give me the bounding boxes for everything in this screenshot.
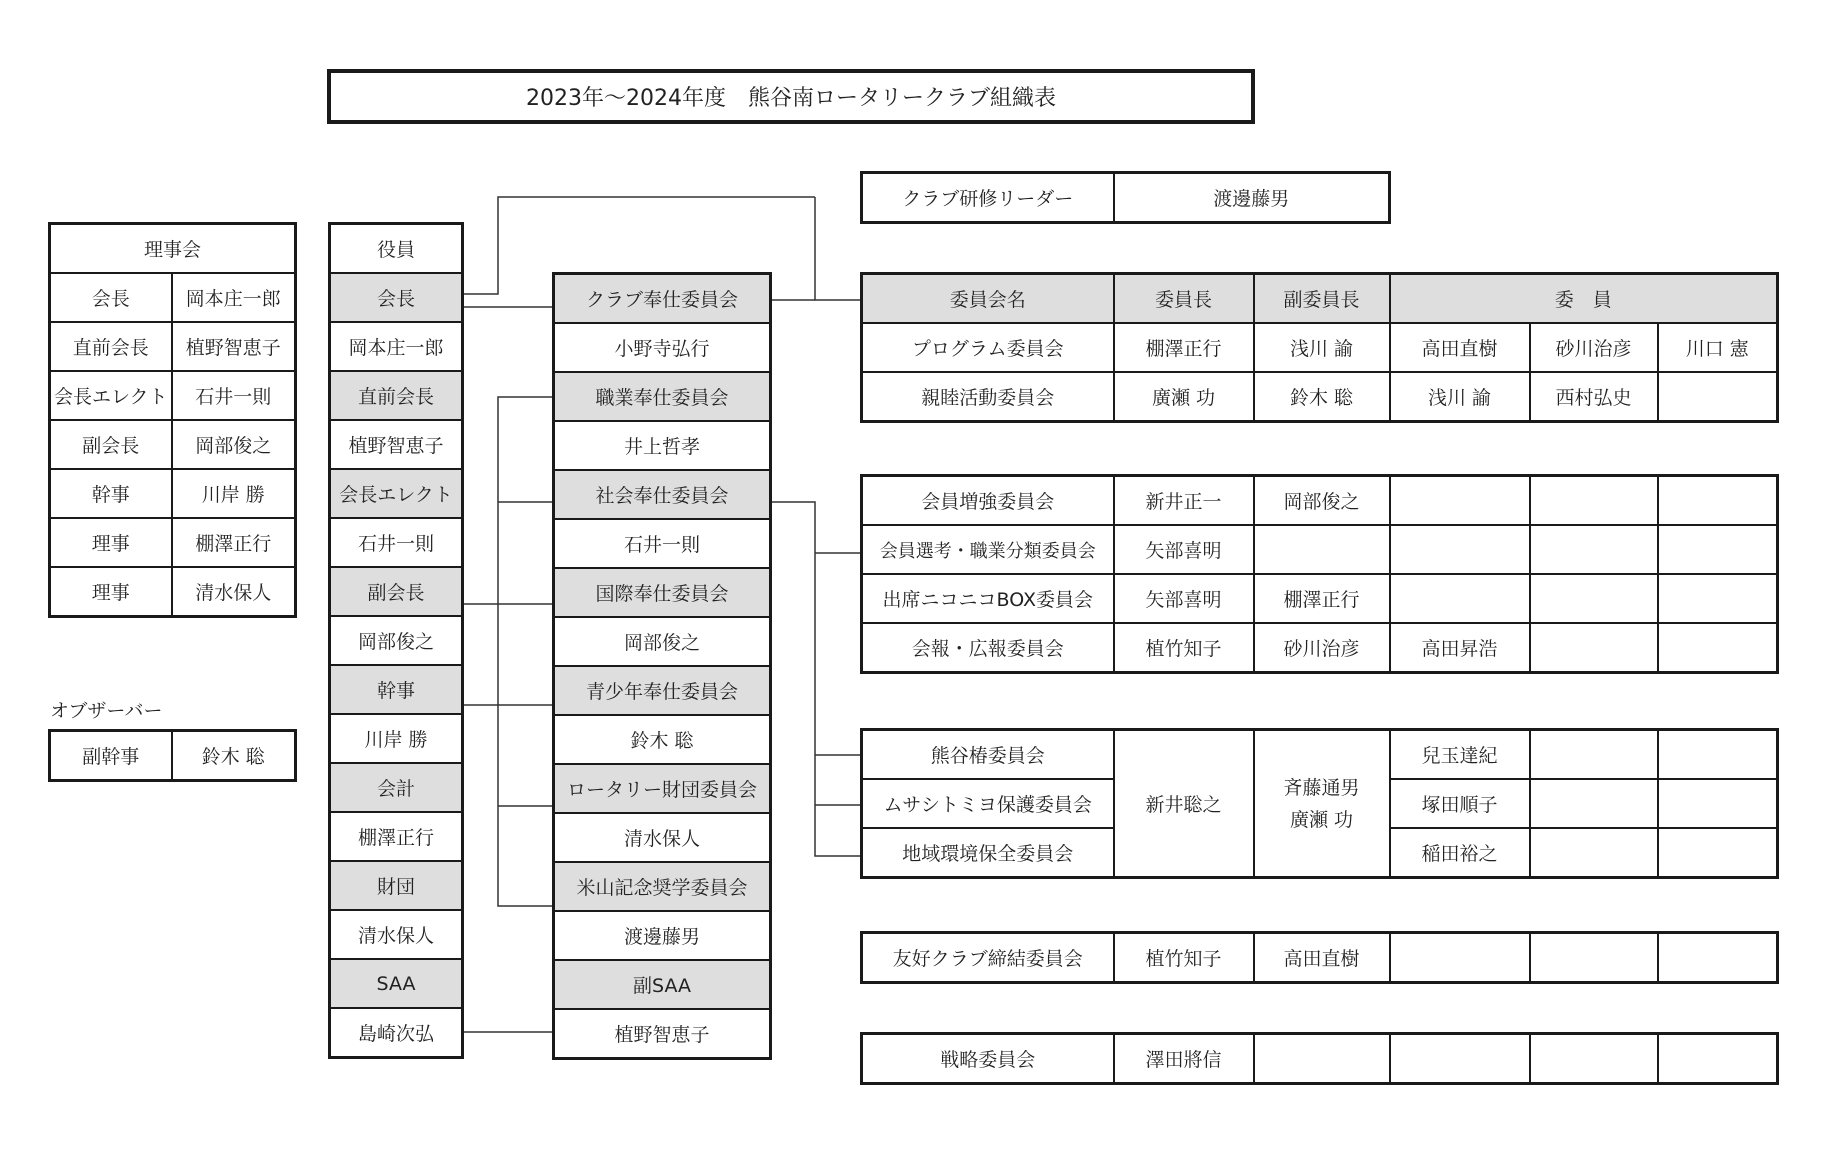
officer-name: 島崎次弘: [330, 1008, 463, 1058]
header-committee-name: 委員会名: [862, 274, 1114, 324]
table-row: [862, 476, 1778, 526]
header-members: 委 員: [1390, 274, 1778, 324]
committee-chair: 植竹知子: [1114, 933, 1254, 983]
committee-member: 兒玉達紀: [1390, 730, 1530, 780]
committee-member: 砂川治彦: [1530, 323, 1658, 372]
officer-role: 会長: [330, 273, 463, 322]
service-chair: 植野智恵子: [554, 1009, 771, 1059]
service-chair: 清水保人: [554, 813, 771, 862]
committee-member: [1658, 525, 1778, 574]
committee-member: [1390, 1034, 1530, 1084]
committee-member: [1658, 779, 1778, 828]
service-committee: クラブ奉仕委員会: [554, 274, 771, 324]
board-role: 副会長: [50, 420, 172, 469]
board-role: 理事: [50, 518, 172, 567]
community-committees-table: [860, 728, 1779, 879]
committee-member: [1390, 933, 1530, 983]
committee-member: 稲田裕之: [1390, 828, 1530, 878]
officer-name: 清水保人: [330, 910, 463, 959]
training-leader-table: [860, 171, 1391, 224]
committee-chair: 新井聡之: [1114, 730, 1254, 878]
committee-vice: 廣瀬 功: [1289, 808, 1354, 831]
officer-name: 石井一則: [330, 518, 463, 567]
committee-vice: 高田直樹: [1254, 933, 1390, 983]
officer-name: 棚澤正行: [330, 812, 463, 861]
committee-chair: 矢部喜明: [1114, 574, 1254, 623]
board-role: 直前会長: [50, 322, 172, 371]
committee-name: 熊谷椿委員会: [862, 730, 1114, 780]
member-committees-table: [860, 474, 1779, 674]
board-name: 岡本庄一郎: [172, 273, 296, 322]
board-name: 川岸 勝: [172, 469, 296, 518]
committee-vice: 鈴木 聡: [1254, 372, 1390, 422]
service-committee: 国際奉仕委員会: [554, 568, 771, 617]
table-row: [862, 730, 1778, 780]
committee-member: [1658, 933, 1778, 983]
committee-chair: 新井正一: [1114, 476, 1254, 526]
committee-vice: [1254, 1034, 1390, 1084]
table-row: [50, 567, 296, 617]
header-vice: 副委員長: [1254, 274, 1390, 324]
table-row: [50, 371, 296, 420]
service-chair: 井上哲孝: [554, 421, 771, 470]
committee-vice: 棚澤正行: [1254, 574, 1390, 623]
committee-member: 浅川 諭: [1390, 372, 1530, 422]
committee-vice: 浅川 諭: [1254, 323, 1390, 372]
table-row: [862, 525, 1778, 574]
committee-member: [1658, 476, 1778, 526]
committee-member: [1530, 779, 1658, 828]
officer-name: 岡部俊之: [330, 616, 463, 665]
committee-member: [1658, 828, 1778, 878]
committee-name: 地域環境保全委員会: [862, 828, 1114, 878]
board-role: 会長: [50, 273, 172, 322]
table-row: [862, 574, 1778, 623]
committee-member: [1658, 372, 1778, 422]
service-committee: 職業奉仕委員会: [554, 372, 771, 421]
committee-name: ムサシトミヨ保護委員会: [862, 779, 1114, 828]
table-row: [50, 322, 296, 371]
training-leader-label: クラブ研修リーダー: [862, 173, 1114, 223]
officer-role: SAA: [330, 959, 463, 1008]
friendship-committee-table: [860, 931, 1779, 984]
officer-name: 岡本庄一郎: [330, 322, 463, 371]
committee-member: [1390, 476, 1530, 526]
service-chair: 渡邊藤男: [554, 911, 771, 960]
committee-chair: 植竹知子: [1114, 623, 1254, 673]
officer-role: 財団: [330, 861, 463, 910]
service-chair: 小野寺弘行: [554, 323, 771, 372]
committee-chair: 廣瀬 功: [1114, 372, 1254, 422]
observer-label: オブザーバー: [50, 700, 163, 722]
board-name: 棚澤正行: [172, 518, 296, 567]
committee-chair: 澤田將信: [1114, 1034, 1254, 1084]
committee-name: 友好クラブ締結委員会: [862, 933, 1114, 983]
service-chair: 石井一則: [554, 519, 771, 568]
header-chair: 委員長: [1114, 274, 1254, 324]
officers-header: 役員: [330, 224, 463, 274]
board-header: 理事会: [50, 224, 296, 274]
page-title: 2023年～2024年度 熊谷南ロータリークラブ組織表: [327, 69, 1255, 124]
training-leader-name: 渡邊藤男: [1114, 173, 1390, 223]
strategy-committee-table: [860, 1032, 1779, 1085]
committee-member: 西村弘史: [1530, 372, 1658, 422]
table-row: [862, 623, 1778, 673]
service-committee: 社会奉仕委員会: [554, 470, 771, 519]
committee-member: [1658, 574, 1778, 623]
service-committee: ロータリー財団委員会: [554, 764, 771, 813]
observer-name: 鈴木 聡: [172, 731, 296, 781]
service-committee: 米山記念奨学委員会: [554, 862, 771, 911]
committee-vice-group: [1254, 730, 1390, 878]
committee-member: [1658, 1034, 1778, 1084]
table-row: [50, 420, 296, 469]
table-row: [862, 933, 1778, 983]
officer-role: 直前会長: [330, 371, 463, 420]
committee-member: 塚田順子: [1390, 779, 1530, 828]
committee-member: [1390, 574, 1530, 623]
service-committees-table: [552, 272, 772, 1060]
committee-member: [1530, 828, 1658, 878]
table-row: [50, 469, 296, 518]
officer-role: 副会長: [330, 567, 463, 616]
committee-member: 川口 憲: [1658, 323, 1778, 372]
table-header-row: [862, 274, 1778, 324]
committee-chair: 棚澤正行: [1114, 323, 1254, 372]
board-name: 清水保人: [172, 567, 296, 617]
committee-name: 戦略委員会: [862, 1034, 1114, 1084]
observer-role: 副幹事: [50, 731, 172, 781]
board-table: [48, 222, 297, 618]
committee-member: [1530, 574, 1658, 623]
committee-name: 親睦活動委員会: [862, 372, 1114, 422]
table-row: [50, 518, 296, 567]
board-name: 植野智恵子: [172, 322, 296, 371]
committee-member: [1530, 623, 1658, 673]
committee-member: [1530, 933, 1658, 983]
officer-name: 植野智恵子: [330, 420, 463, 469]
table-row: [862, 173, 1390, 223]
service-chair: 岡部俊之: [554, 617, 771, 666]
table-row: [50, 273, 296, 322]
committee-member: 高田直樹: [1390, 323, 1530, 372]
committee-vice: 砂川治彦: [1254, 623, 1390, 673]
observer-table: [48, 729, 297, 782]
table-row: [862, 323, 1778, 372]
committee-name: プログラム委員会: [862, 323, 1114, 372]
committee-chair: 矢部喜明: [1114, 525, 1254, 574]
committee-name: 会員増強委員会: [862, 476, 1114, 526]
officer-role: 幹事: [330, 665, 463, 714]
service-chair: 鈴木 聡: [554, 715, 771, 764]
table-row: [50, 731, 296, 781]
service-committee: 副SAA: [554, 960, 771, 1009]
committee-member: 高田昇浩: [1390, 623, 1530, 673]
committee-member: [1530, 525, 1658, 574]
committee-vice: [1254, 525, 1390, 574]
committee-vice: 斉藤通男: [1283, 776, 1360, 799]
officers-table: [328, 222, 464, 1059]
committee-member: [1530, 476, 1658, 526]
committee-vice: 岡部俊之: [1254, 476, 1390, 526]
service-committee: 青少年奉仕委員会: [554, 666, 771, 715]
committee-name: 出席ニコニコBOX委員会: [862, 574, 1114, 623]
board-name: 岡部俊之: [172, 420, 296, 469]
board-role: 幹事: [50, 469, 172, 518]
board-role: 理事: [50, 567, 172, 617]
committee-name: 会員選考・職業分類委員会: [862, 525, 1114, 574]
officer-name: 川岸 勝: [330, 714, 463, 763]
table-row: [862, 1034, 1778, 1084]
board-role: 会長エレクト: [50, 371, 172, 420]
committee-member: [1658, 623, 1778, 673]
board-name: 石井一則: [172, 371, 296, 420]
committee-member: [1390, 525, 1530, 574]
officer-role: 会長エレクト: [330, 469, 463, 518]
committee-member: [1530, 1034, 1658, 1084]
table-row: [862, 372, 1778, 422]
committee-member: [1658, 730, 1778, 780]
officer-role: 会計: [330, 763, 463, 812]
committee-name: 会報・広報委員会: [862, 623, 1114, 673]
committee-member: [1530, 730, 1658, 780]
club-committees-table: [860, 272, 1779, 423]
